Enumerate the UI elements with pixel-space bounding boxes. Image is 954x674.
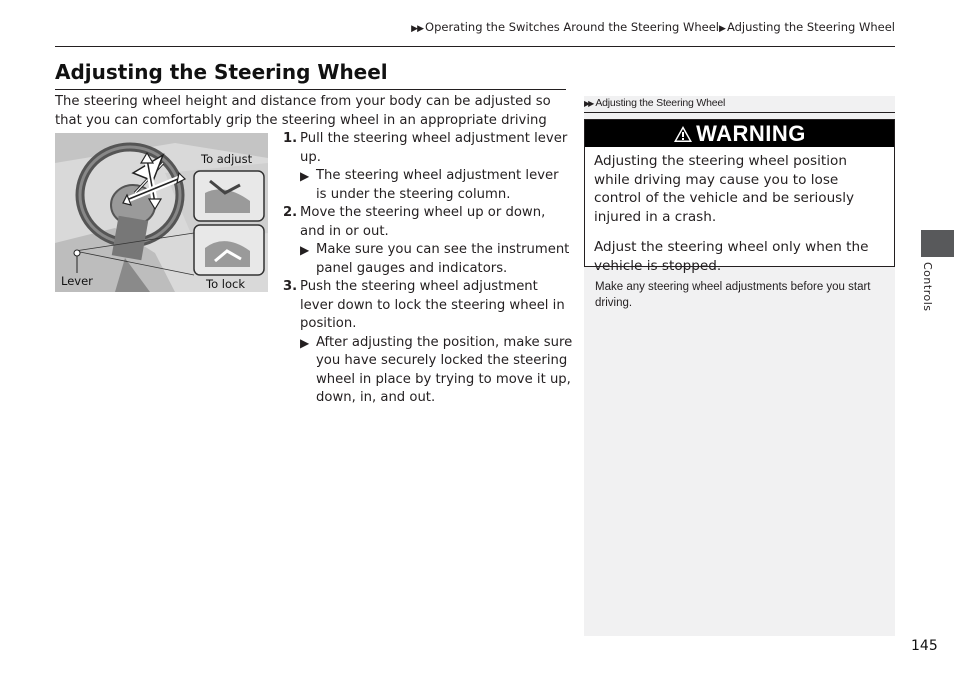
page-number: 145 <box>911 638 938 654</box>
label-to-adjust: To adjust <box>201 152 253 166</box>
step-number: 3. <box>283 279 298 294</box>
sidebar-note: Make any steering wheel adjustments before you start driving. <box>595 281 871 309</box>
label-to-lock: To lock <box>206 277 245 291</box>
sidebar-heading <box>584 96 895 113</box>
step-text: Push the steering wheel adjustment lever down to lock the steering wheel in position. <box>300 279 565 331</box>
breadcrumb-section[interactable]: Operating the Switches Around the Steering Wheel <box>425 20 720 34</box>
step-number: 1. <box>283 131 298 146</box>
warning-box <box>584 119 895 274</box>
steering-wheel-illustration <box>55 133 268 292</box>
warning-text-2: Adjust the steering wheel only when the vehicle is stopped. <box>594 239 869 274</box>
step-note-text: Make sure you can see the instrument panel gauges and indicators. <box>316 242 570 276</box>
step-list <box>283 130 573 408</box>
step-note-text: After adjusting the position, make sure you have securely locked the steering wheel in place by trying to move it up, down, in, and out. <box>316 334 573 405</box>
step-2 <box>283 204 573 278</box>
sidebar-heading-text[interactable]: Adjusting the Steering Wheel <box>595 97 726 109</box>
step-note-text: The steering wheel adjustment lever is under the steering column. <box>316 168 559 202</box>
warning-text-1: Adjusting the steering wheel position while driving may cause you to lose control of the vehicle and be seriously injured in a crash. <box>594 153 855 225</box>
step-1 <box>283 130 573 204</box>
step-3 <box>283 278 573 408</box>
warning-triangle-icon <box>673 125 693 143</box>
warning-header <box>585 120 894 147</box>
breadcrumb-arrow-icon: ▶▶ <box>411 24 424 34</box>
warning-title: WARNING <box>696 120 806 146</box>
page-title: Adjusting the Steering Wheel <box>55 60 388 84</box>
note-arrow-icon: ▶ <box>300 335 310 350</box>
note-arrow-icon: ▶ <box>300 243 310 257</box>
title-rule <box>55 89 566 90</box>
breadcrumb <box>411 20 895 34</box>
section-tab-label: Controls <box>921 262 934 312</box>
breadcrumb-topic[interactable]: Adjusting the Steering Wheel <box>726 20 895 34</box>
note-arrow-icon: ▶ <box>300 169 310 183</box>
step-text: Pull the steering wheel adjustment lever up. <box>300 131 568 165</box>
reference-icon: ▶▶ <box>584 99 593 108</box>
section-tab[interactable] <box>921 230 954 257</box>
intro-paragraph: The steering wheel height and distance from your body can be adjusted so that you can comfortably grip the steering wheel in an appropriate driving <box>55 94 551 128</box>
breadcrumb-arrow-icon: ▶ <box>719 24 725 34</box>
header-rule <box>55 46 895 47</box>
step-number: 2. <box>283 205 298 220</box>
step-text: Move the steering wheel up or down, and in or out. <box>300 205 546 239</box>
step-note <box>300 167 573 204</box>
sidebar-panel <box>584 96 895 636</box>
step-note <box>300 334 573 408</box>
step-note <box>300 241 573 278</box>
label-lever: Lever <box>61 274 93 288</box>
